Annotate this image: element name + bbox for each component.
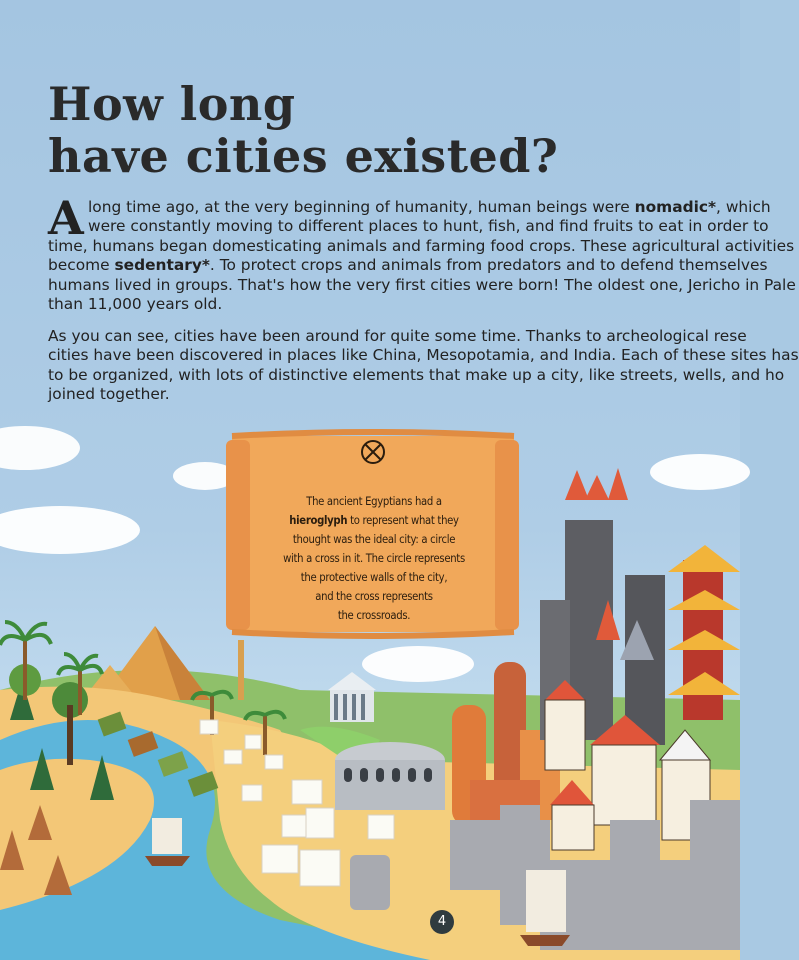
- scroll-line-7: the crossroads.: [337, 609, 411, 622]
- term-hieroglyph: hieroglyph: [289, 514, 348, 527]
- scroll-text-rest: to represent what they: [347, 514, 459, 527]
- scroll-text: [251, 492, 497, 625]
- para2-line-4: joined together.: [48, 385, 170, 404]
- scroll-line-3: thought was the ideal city: a circle: [292, 533, 456, 546]
- term-sedentary: sedentary*: [114, 256, 210, 275]
- scroll-line-1: The ancient Egyptians had a: [306, 495, 442, 508]
- intro-line-3: time, humans began domesticating animals and farming food crops. These agricultural activities: [48, 236, 795, 255]
- intro-paragraph: [48, 198, 796, 314]
- drop-cap: A: [48, 191, 84, 245]
- second-paragraph: [48, 327, 799, 405]
- intro-line-5: humans lived in groups. That's how the very first cities were born! The oldest one, Jericho in Pale: [48, 275, 796, 294]
- greek-temple: [328, 672, 376, 722]
- intro-line-1: [48, 198, 796, 217]
- colosseum: [335, 742, 445, 810]
- term-nomadic: nomadic*: [634, 198, 717, 216]
- intro-line-2: were constantly moving to different places to hunt, fish, and find fruits to eat in order to: [88, 217, 769, 236]
- intro-line-4: [48, 256, 796, 275]
- para2-line-2: cities have been discovered in places like China, Mesopotamia, and India. Each of these sites has: [48, 346, 799, 365]
- intro-text: . To protect crops and animals from predators and to defend themselves: [209, 256, 768, 275]
- pagoda: [668, 545, 740, 720]
- scroll-line-4: with a cross in it. The circle represents: [283, 552, 465, 565]
- intro-line-6: than 11,000 years old.: [48, 294, 223, 313]
- intro-text: become: [48, 256, 115, 275]
- para2-line-3: to be organized, with lots of distinctive elements that make up a city, like streets, wells, and ho: [48, 365, 785, 384]
- page-number-badge: 4: [430, 910, 454, 934]
- scroll-line-6: and the cross represents: [315, 590, 433, 603]
- scroll-line-5: the protective walls of the city,: [300, 571, 448, 584]
- page-title: [48, 78, 558, 182]
- scroll-line-2: [251, 511, 497, 530]
- para2-line-1: As you can see, cities have been around for quite some time. Thanks to archeological rese: [48, 327, 747, 345]
- title-line-2: have cities existed?: [48, 129, 559, 183]
- intro-text: , which: [716, 198, 771, 216]
- intro-text: long time ago, at the very beginning of humanity, human beings were: [88, 198, 635, 216]
- title-line-1: How long: [48, 77, 296, 131]
